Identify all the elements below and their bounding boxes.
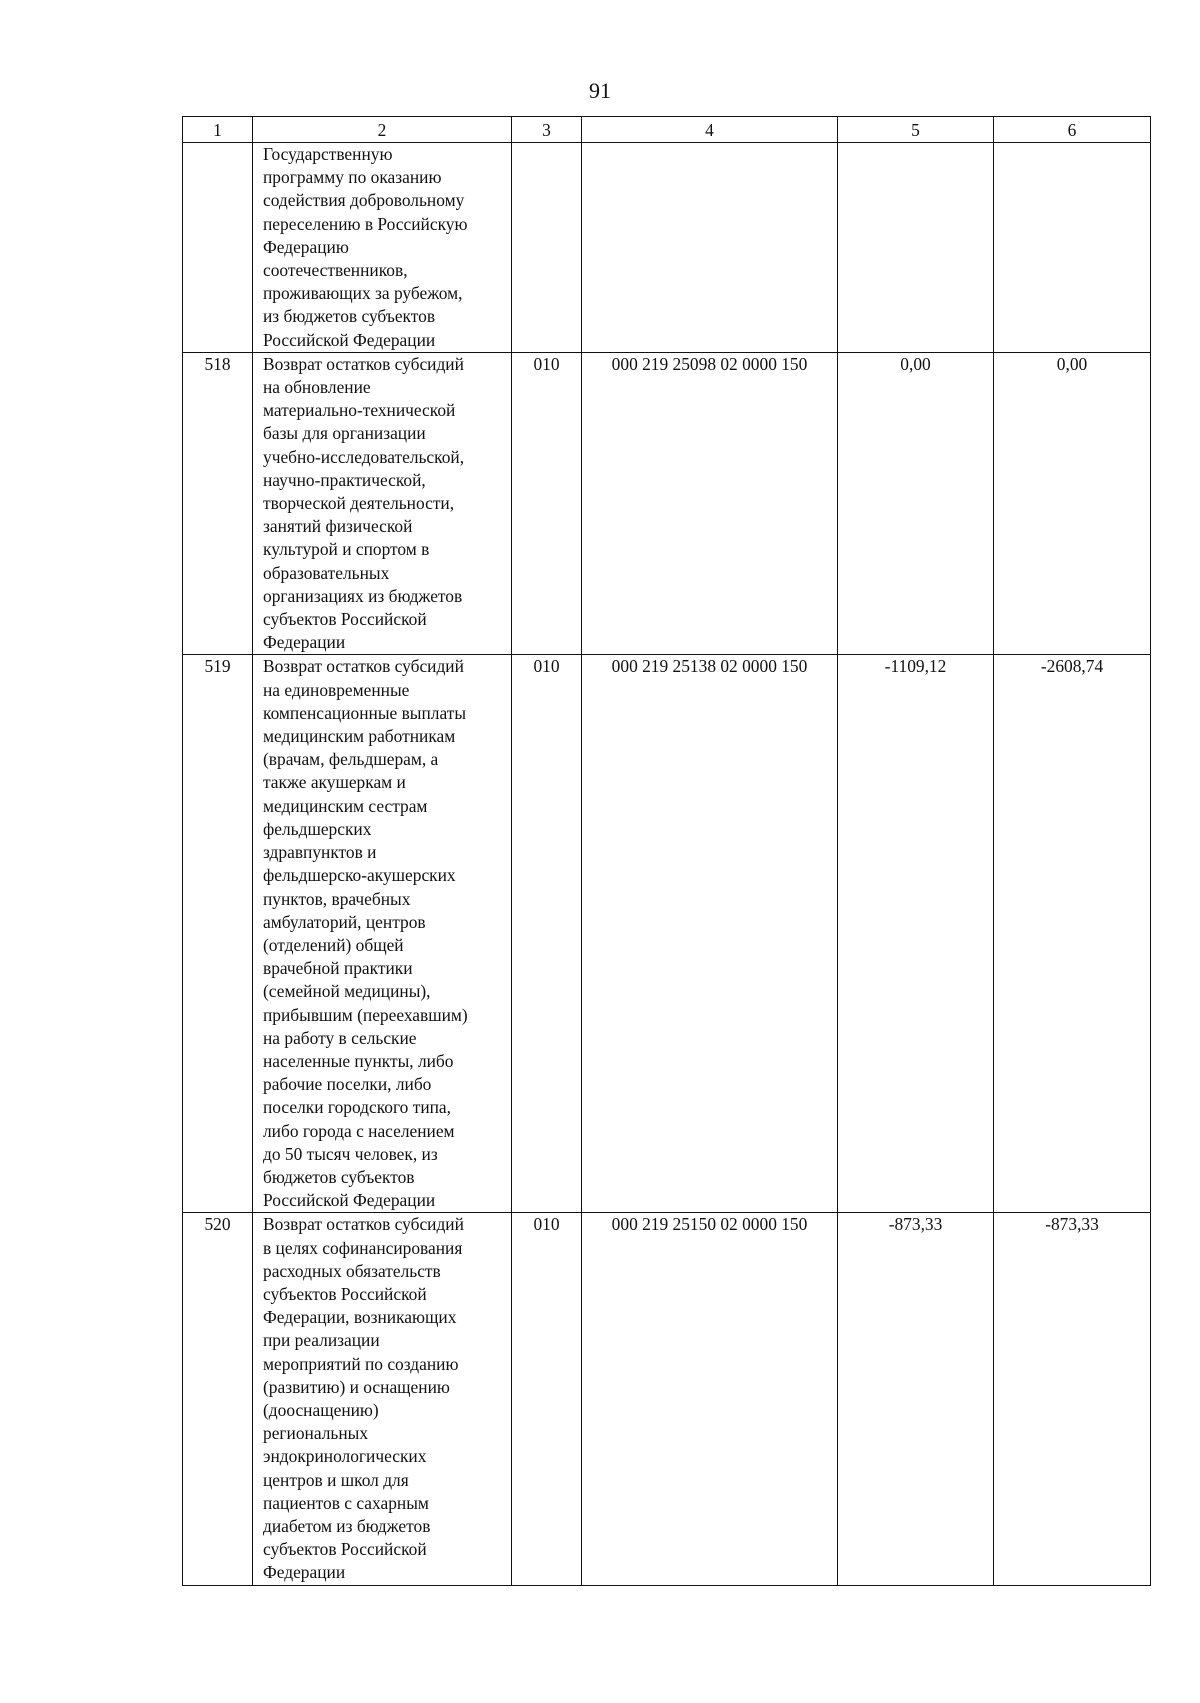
row-admin-code: 010 — [512, 655, 582, 1213]
row-budget-code: 000 219 25138 02 0000 150 — [582, 655, 838, 1213]
column-header: 4 — [582, 117, 838, 143]
column-header: 3 — [512, 117, 582, 143]
row-description-text: Государственную программу по оказанию содействия добровольному переселению в Российскую Федерацию соотечественников, проживающих за рубежом, из бюджетов субъектов Российской Федерации — [263, 144, 468, 350]
row-number — [183, 143, 253, 353]
row-budget-code: 000 219 25098 02 0000 150 — [582, 352, 838, 655]
row-number: 519 — [183, 655, 253, 1213]
row-number: 520 — [183, 1213, 253, 1585]
column-header: 5 — [838, 117, 994, 143]
row-description — [253, 143, 512, 353]
table-row — [183, 1213, 1151, 1585]
budget-table — [182, 116, 1151, 1586]
row-value-5: -1109,12 — [838, 655, 994, 1213]
row-value-6: 0,00 — [994, 352, 1151, 655]
row-budget-code: 000 219 25150 02 0000 150 — [582, 1213, 838, 1585]
row-value-5: -873,33 — [838, 1213, 994, 1585]
row-admin-code — [512, 143, 582, 353]
row-description-text: Возврат остатков субсидий в целях софинансирования расходных обязательств субъектов Российской Федерации, возникающих при реализации мероприятий по созданию (развитию) и оснащению (дооснащению) региональных эндокринологических центров и школ для пациентов с сахарным диабетом из бюджетов субъектов Российской Федерации — [263, 1214, 464, 1583]
row-value-6: -873,33 — [994, 1213, 1151, 1585]
row-admin-code: 010 — [512, 352, 582, 655]
row-budget-code — [582, 143, 838, 353]
row-admin-code: 010 — [512, 1213, 582, 1585]
row-description — [253, 352, 512, 655]
table-row — [183, 655, 1151, 1213]
column-header: 6 — [994, 117, 1151, 143]
row-value-5: 0,00 — [838, 352, 994, 655]
column-header: 2 — [253, 117, 512, 143]
table-row — [183, 143, 1151, 353]
column-header: 1 — [183, 117, 253, 143]
row-description — [253, 655, 512, 1213]
row-description-text: Возврат остатков субсидий на обновление материально-технической базы для организации учебно-исследовательской, научно-практической, творческой деятельности, занятий физической культурой и спортом в образовательных организациях из бюджетов субъектов Российской Федерации — [263, 353, 465, 653]
row-description — [253, 1213, 512, 1585]
page-number: 91 — [589, 78, 611, 103]
row-value-5 — [838, 143, 994, 353]
row-value-6 — [994, 143, 1151, 353]
row-description-text: Возврат остатков субсидий на единовременные компенсационные выплаты медицинским работникам (врачам, фельдшерам, а также акушеркам и медицинским сестрам фельдшерских здравпунктов и фельдшерско-акушерских пунктов, врачебных амбулаторий, центров (отделений) общей врачебной практики (семейной медицины), прибывшим (переехавшим) на работу в сельские населенные пункты, либо рабочие поселки, либо поселки городского типа, либо города с населением до 50 тысяч человек, из бюджетов субъектов Российской Федерации — [263, 656, 468, 1211]
table-header-row — [183, 117, 1151, 143]
row-number: 518 — [183, 352, 253, 655]
table-row — [183, 352, 1151, 655]
row-value-6: -2608,74 — [994, 655, 1151, 1213]
